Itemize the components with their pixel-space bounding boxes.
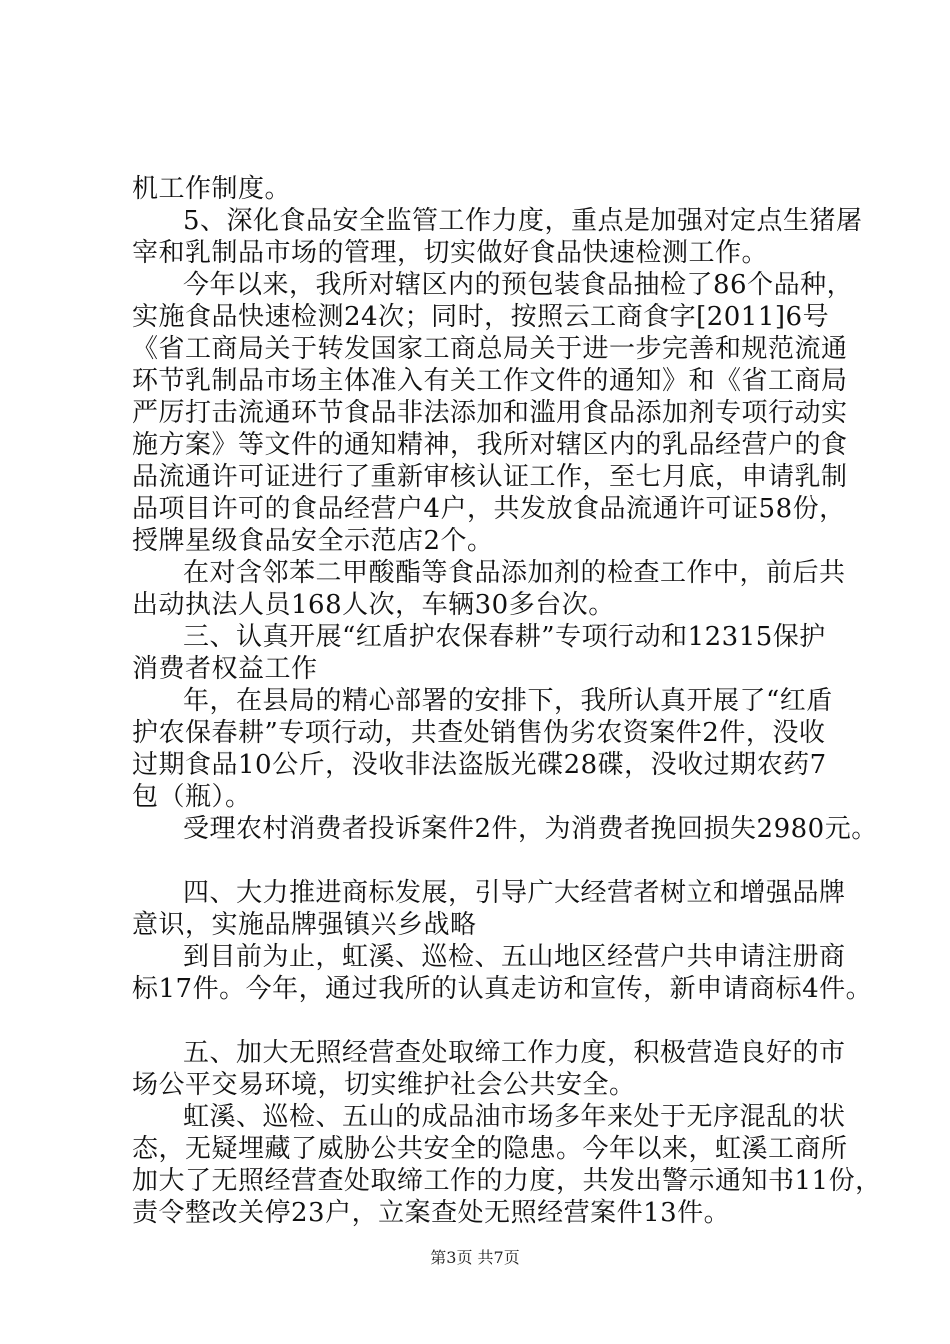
text-line: 四、大力推进商标发展，引导广大经营者树立和增强品牌 — [183, 878, 846, 908]
text-line: 《省工商局关于转发国家工商总局关于进一步完善和规范流通 — [132, 334, 848, 364]
text-line: 今年以来，我所对辖区内的预包装食品抽检了86个品种， — [183, 270, 854, 300]
text-line: 环节乳制品市场主体准入有关工作文件的通知》和《省工商局 — [132, 366, 848, 396]
text-line: 标17件。今年，通过我所的认真走访和宣传，新申请商标4件。 — [132, 974, 873, 1004]
text-line: 施方案》等文件的通知精神，我所对辖区内的乳品经营户的食 — [132, 430, 848, 460]
text-line: 态，无疑埋藏了威胁公共安全的隐患。今年以来，虹溪工商所 — [132, 1134, 848, 1164]
text-line: 受理农村消费者投诉案件2件，为消费者挽回损失2980元。 — [183, 814, 878, 844]
text-line: 机工作制度。 — [132, 174, 292, 204]
text-line: 过期食品10公斤，没收非法盗版光碟28碟，没收过期农药7 — [132, 750, 827, 780]
text-line: 品流通许可证进行了重新审核认证工作，至七月底，申请乳制 — [132, 462, 848, 492]
text-line: 五、加大无照经营查处取缔工作力度，积极营造良好的市 — [183, 1038, 846, 1068]
text-line: 护农保春耕”专项行动，共查处销售伪劣农资案件2件，没收 — [132, 718, 826, 748]
text-line: 实施食品快速检测24次；同时，按照云工商食字[2011]6号 — [132, 302, 830, 332]
text-line: 到目前为止，虹溪、巡检、五山地区经营户共申请注册商 — [183, 942, 846, 972]
text-line: 出动执法人员168人次，车辆30多台次。 — [132, 590, 615, 620]
text-line: 责令整改关停23户，立案查处无照经营案件13件。 — [132, 1198, 731, 1228]
text-line: 包（瓶）。 — [132, 782, 252, 812]
text-line: 授牌星级食品安全示范店2个。 — [132, 526, 494, 556]
text-line: 意识，实施品牌强镇兴乡战略 — [132, 910, 477, 940]
text-line: 场公平交易环境，切实维护社会公共安全。 — [132, 1070, 636, 1100]
text-line: 年，在县局的精心部署的安排下，我所认真开展了“红盾 — [183, 686, 833, 716]
text-line: 5、深化食品安全监管工作力度，重点是加强对定点生猪屠 — [183, 206, 863, 236]
text-line: 宰和乳制品市场的管理，切实做好食品快速检测工作。 — [132, 238, 769, 268]
text-line: 品项目许可的食品经营户4户，共发放食品流通许可证58份， — [132, 494, 846, 524]
page-number-footer: 第3页 共7页 — [430, 1248, 520, 1267]
text-line: 在对含邻苯二甲酸酯等食品添加剂的检查工作中，前后共 — [183, 558, 846, 588]
text-line: 三、认真开展“红盾护农保春耕”专项行动和12315保护 — [183, 622, 826, 652]
text-line: 加大了无照经营查处取缔工作的力度，共发出警示通知书11份， — [132, 1166, 882, 1196]
text-line: 虹溪、巡检、五山的成品油市场多年来处于无序混乱的状 — [183, 1102, 846, 1132]
text-line: 严厉打击流通环节食品非法添加和滥用食品添加剂专项行动实 — [132, 398, 848, 428]
text-line: 消费者权益工作 — [132, 654, 318, 684]
